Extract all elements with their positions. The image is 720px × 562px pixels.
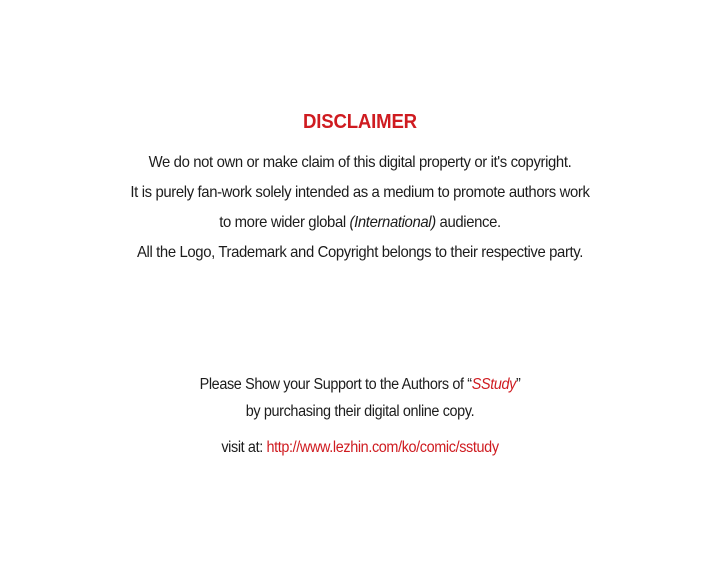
disclaimer-line-3 <box>25 208 695 238</box>
disclaimer-line-3-italic: (International) <box>349 214 436 231</box>
disclaimer-title: DISCLAIMER <box>303 111 417 133</box>
support-block <box>0 371 720 425</box>
lezhin-link[interactable]: http://www.lezhin.com/ko/comic/sstudy <box>266 439 499 456</box>
support-line-1-pre: Please Show your Support to the Authors of “ <box>199 376 472 393</box>
disclaimer-line-3-pre: to more wider global <box>219 214 350 231</box>
support-line-1 <box>25 371 695 398</box>
visit-label: visit at: <box>221 439 267 456</box>
disclaimer-line-1: We do not own or make claim of this digital property or it's copyright. <box>148 154 572 171</box>
visit-line <box>25 438 695 458</box>
series-title: SStudy <box>471 376 516 393</box>
disclaimer-line-3-post: audience. <box>435 214 501 231</box>
disclaimer-body <box>0 148 720 268</box>
disclaimer-line-2: It is purely fan-work solely intended as a medium to promote authors work <box>130 184 590 201</box>
support-line-1-post: ” <box>515 376 521 393</box>
support-line-2: by purchasing their digital online copy. <box>245 403 475 420</box>
disclaimer-line-4: All the Logo, Trademark and Copyright belongs to their respective party. <box>136 244 584 261</box>
